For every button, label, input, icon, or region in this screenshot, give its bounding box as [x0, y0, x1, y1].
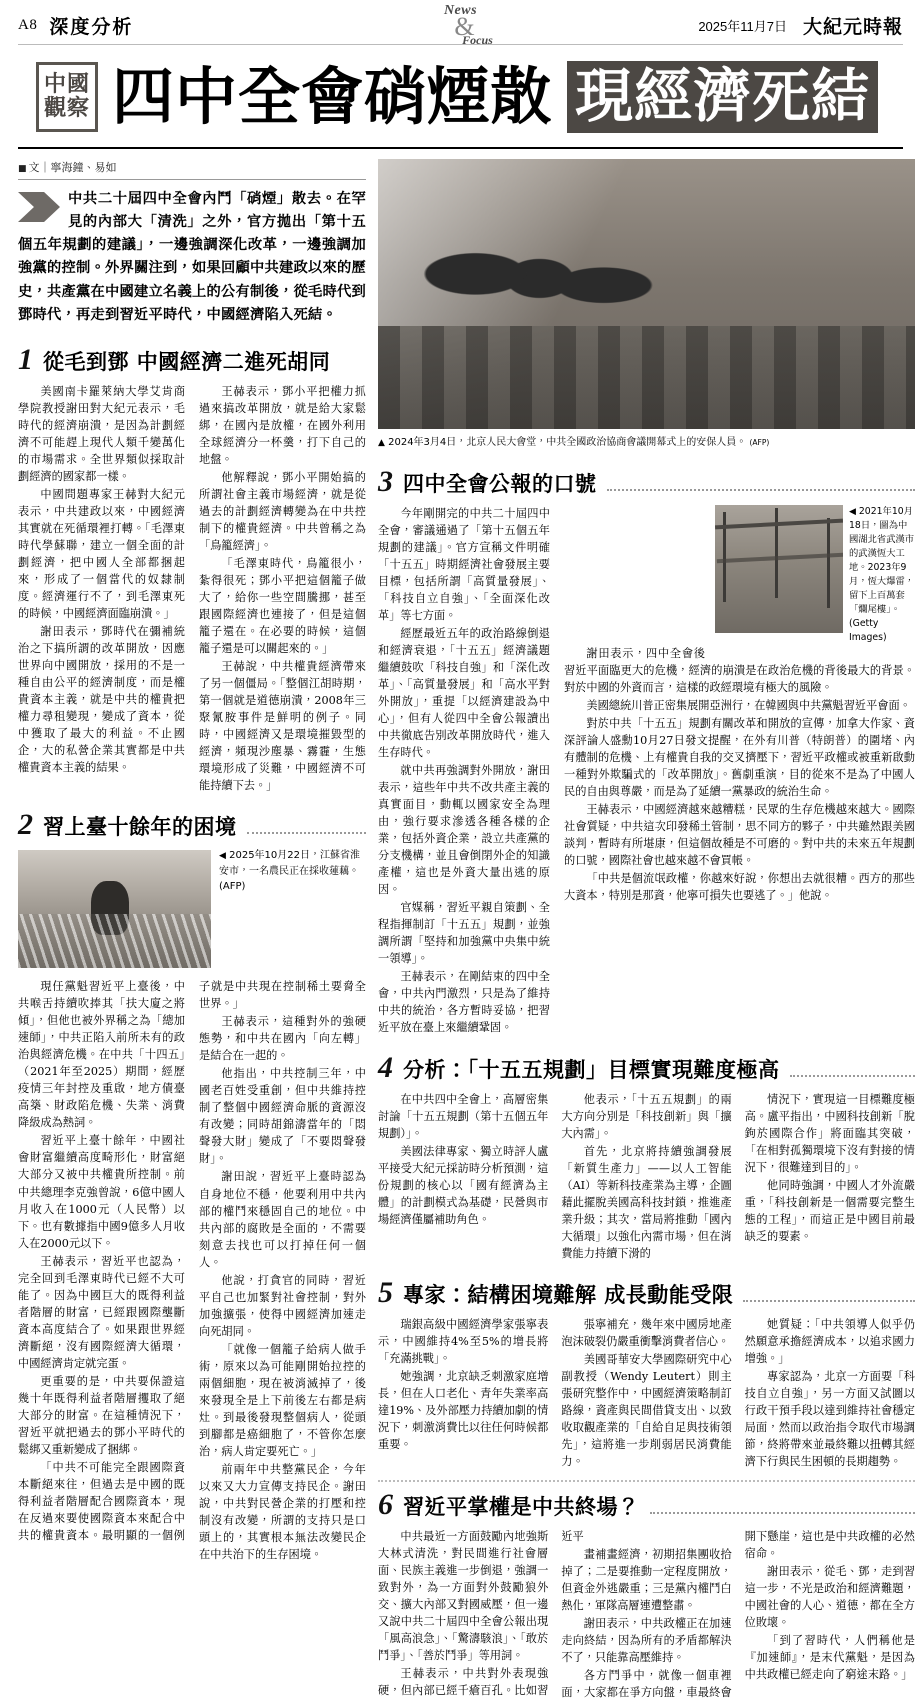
paragraph: 情況下，實現這一目標難度極高。盧平指出，中國科技創新「脫鉤於國際合作」將面臨其突破，「在相對孤獨環境下沒有對接的情況下，很難達到目的」。 [744, 1092, 915, 1175]
paragraph: 謝田說，習近平上臺時認為自身地位不穩，他要利用中共內部的權鬥來穩固自己的地位。中共內部的腐敗是全面的，不需要刻意去找也可以打掉任何一個人。 [199, 1170, 366, 1269]
wuhan-evergrande-photo [715, 505, 843, 633]
paragraph: 在中共四中全會上，高層密集討論「十五五規劃（第十五個五年規劃）」。 [378, 1092, 549, 1141]
section-3-col-1 [378, 505, 550, 1037]
evergrande-photo-caption [849, 505, 915, 645]
section-heading-1 [18, 342, 366, 376]
paragraph: 她強調，北京缺乏刺激家庭增長，但在人口老化、青年失業率高達19%、及外部壓力持續加劇的情況下，刺激消費比以往任何時候都重要。 [378, 1370, 549, 1452]
paragraph: 就中共再強調對外開放，謝田表示，這些年中共不改共產主義的真實面目，動輒以國家安全為理由，強行要求滲透各種各樣的企業，包括外資企業，設立共產黨的分支機構，並且會倒閉外企的知識產權，這也是外資大量出逃的原因。 [378, 763, 550, 896]
masthead [18, 0, 903, 47]
section-number-4: 4 [378, 1050, 393, 1084]
paragraph: 美國法律專家、獨立時評人盧平接受大紀元採訪時分析預測，這份規劃的核心以「國有經濟為主體」的計劃模式為基礎，民營與市場經濟僅屬補助角色。 [378, 1145, 549, 1227]
heading-dotted-rule [247, 832, 367, 834]
caption-source: (Getty Images) [849, 617, 887, 643]
badge-line-1: 中國 [43, 71, 90, 97]
section-name: 深度分析 [49, 15, 134, 38]
section-heading-5 [378, 1278, 915, 1308]
paragraph: 他指出，中共控制三年，中國老百姓受重創，但中共維持控制了整個中國經濟命脈的資源沒有改變；同時胡錦濤當年的「悶聲發大財」變成了「不要悶聲發財」。 [199, 1067, 366, 1166]
paragraph: 王赫表示，習近平也認為，完全回到毛澤東時代已經不大可能了。因為中國巨大的既得利益者階層的財富，已經跟國際壟斷資本高度結合了。如果跟世界經濟斷絕，沒有國際經濟大循環，中國經濟肯定就完蛋。 [18, 1254, 185, 1370]
left-column [18, 159, 366, 1701]
great-hall-security-photo [378, 159, 915, 429]
paragraph: 美國總統川普正密集展開亞洲行，在韓國與中共黨魁習近平會面。 [586, 698, 911, 712]
byline-marker: ■ [18, 164, 27, 174]
section-number-5: 5 [378, 1276, 393, 1310]
paragraph: 謝田表示，中共政權正在加速走向終結，因為所有的矛盾都解決不了，只能靠高壓維持。 [561, 1617, 732, 1665]
farmer-photo-caption [219, 848, 366, 894]
section-5-body [378, 1316, 915, 1470]
paragraph: 張寧補充，幾年來中國房地產泡沫破裂仍嚴重衝擊消費者信心。 [561, 1318, 732, 1349]
paragraph: 現任黨魁習近平上臺後，中共喉舌持續吹捧其「扶大廈之將傾」，但他也被外界稱之為「總加速師」，中共正陷入前所未有的政治與經濟危機。在中共「十四五」（2021年至2025）期間，經歷疫情三年封控及重啟，地方債臺高築、財政陷危機、失業、消費降級成為熱詞。 [18, 980, 185, 1130]
paragraph: 他說，打貪官的同時，習近平自己也加緊對社會控制，對外加強擴張，使得中國經濟加速走向死胡同。 [199, 1273, 366, 1338]
byline [18, 159, 366, 180]
section-title-4: 分析：「十五五規劃」目標實現難度極高 [403, 1057, 780, 1082]
paragraph: 美國哥華安大學國際研究中心副教授（Wendy Leutert）則主張研究整作中，中國經濟策略制訂路線，資產與民間借貸支出、以致收取觀產業的「自給自足與技術領先」，這將進一步削弱居民消費能力。 [561, 1353, 732, 1469]
headline-inverted: 現經濟死結 [567, 61, 878, 133]
caption-arrow-icon: ◀ [849, 506, 856, 517]
headline-block [18, 61, 903, 133]
paragraph: 中國問題專家王赫對大紀元表示，中共建政以來，中國經濟其實就在死循環裡打轉。「毛澤東時代學蘇聯，建立一個全面的計劃經濟，把中國人全部都捆起來，形成了一個當代的奴隸制度。經濟運行不了，到毛澤東死的時候，中國經濟面臨崩潰。」 [18, 488, 185, 621]
paragraph: 「毛澤東時代，鳥籠很小，紮得很死；鄧小平把這個籠子做大了，給你一些空間騰挪，甚至跟國際經濟也連接了，但是這個籠子還在。在必要的時候，這個籠子還是可以關起來的。」 [199, 557, 366, 656]
caption-text: 2021年10月18日，圖為中國湖北省武漢市的武漢恆大工地。2023年9月，恆大爆雷，留下上百萬套「爛尾樓」。 [849, 505, 915, 615]
paragraph: 「中共不可能完全跟國際資本斷絕來往，但過去是中國的既得利益者階層配合國際資本，現在反過來要使國際資本來配合中共的權貴資本。最明顯的一個例子就是中共現在控制稀土要脅全世界。」 [18, 980, 366, 1542]
paragraph: 前兩年中共整黨民企，今年以來又大力宣傳支持民企。謝田說，中共對民營企業的打壓和控制沒有改變，所謂的支持只是口頭上的，其實根本無法改變民企在中共治下的生存困境。 [199, 1462, 366, 1561]
paragraph: 對於中共「十五五」規劃有關改革和開放的宣傳，加拿大作家、資深評論人盛勳10月27日發文提醒，在外有川普（特朗普）的圍堵、內有體制的危機、上有權貴自我的交叉擠壓下，習近平政權或被重新啟動一種對外欺騙式的「改革開放」。舊劇重演，目的從來不是為了中國人民的自由與尊嚴，而是為了延續一黨暴政的統治生命。 [564, 716, 915, 798]
paragraph: 王赫表示，中國經濟越來越糟糕，民眾的生存危機越來越大。國際社會質疑，中共這次印發稀土管制，思不同方的夥子，中共雖然跟美國談判，暫時有所堪康，但這個故種是不可磨的。對中共的未來五年規劃的口號，國際社會也越來越不會買帳。 [564, 802, 915, 867]
main-content [18, 159, 915, 1701]
badge-line-2: 觀察 [43, 96, 90, 121]
arrow-icon [18, 192, 60, 222]
section-2-body [18, 978, 366, 1563]
byline-label: 文 [28, 161, 40, 174]
paragraph: 專家認為，北京一方面要「科技自立自強」，另一方面又試圖以行政干預手段以達到維持社會穩定局面，然而以政治指令取代市場調節，終將帶來並最終難以扭轉其經濟下行與民生困頓的長期趨勢。 [744, 1370, 915, 1469]
section-title-6: 習近平掌權是中共終場？ [403, 1495, 640, 1520]
caption-source: (AFP) [749, 438, 770, 447]
right-column [378, 159, 915, 1701]
section-heading-3 [378, 464, 915, 498]
jiangsu-lotus-root-farmer-photo [18, 850, 211, 968]
paragraph: 王赫表示，中共對外表現強硬，但內部已經千瘡百孔。比如習近平 [378, 1530, 584, 1698]
paragraph: 習近平上臺十餘年，中國社會財富繼續高度畸形化，財富絕大部分又被中共權貴所控制。前中共總理李克強曾說，6億中國人月收入在1000元（人民幣）以下。也有數據指中國9億多人月收入在2000元以下。 [18, 1134, 185, 1250]
paragraph: 瑞銀高級中國經濟學家張寧表示，中國維持4%至5%的增長將「充滿挑戰」。 [378, 1318, 549, 1366]
paragraph: 他表示，「十五五規劃」的兩大方向分別是「科技創新」與「擴大內需」。 [561, 1092, 732, 1141]
paragraph: 王赫表示，鄧小平把權力抓過來搞改革開放，就是給大家鬆綁，在國內是放權，在國外利用全球經濟分一杯羹，打下自己的地盤。 [199, 384, 366, 466]
paragraph: 謝田表示，四中全會後習近平面臨更大的危機，經濟的崩潰是在政治危機的背後最大的背景。對於中國的外資而言，這樣的政經環境有極大的風險。 [564, 646, 915, 694]
publication-date: 2025年11月7日 [698, 18, 787, 34]
paragraph: 他解釋說，鄧小平開始搞的所謂社會主義市場經濟，就是從過去的計劃經濟轉變為在中共控制下的權貴經濟。中共曾稱之為「鳥籠經濟」。 [199, 471, 366, 553]
paragraph: 「就像一個籠子給病人做手術，原來以為可能剛開始拉控的兩個細胞，現在被消滅掉了，後來發現全是上下前後左右都是病灶。到最後發現整個病人，從頭到腳都是癌細胞了，不管你怎麼治，病人肯定要死亡。」 [199, 1342, 366, 1458]
paragraph: 今年剛開完的中共二十屆四中全會，審議通過了「第十五個五年規劃的建議」。官方宣稱文件明確「十五五」時期經濟社會發展主要目標，包括所謂「高質量發展」、「科技自立自強」、「全面深化改革」等七方面。 [378, 506, 550, 622]
section-heading-4 [378, 1050, 915, 1084]
paragraph: 謝田表示，從毛、鄧，走到習這一步，不光是政治和經濟難題，中國社會的人心、道德，都在全方位敗壞。 [744, 1565, 915, 1630]
logo-focus-text: Focus [462, 33, 493, 47]
caption-arrow-icon: ◀ [219, 851, 226, 862]
heading-dotted-rule [790, 1075, 916, 1077]
news-focus-logo [428, 4, 493, 46]
paragraph: 首先，北京將持續強調發展「新質生產力」——以人工智能（AI）等新科技產業為主導，企圖藉此擺脫美國高科技封鎖，推進產業升級；其次，當局將推動「國內大循環」以強化內需市場，但在消費能力持續下滑的 [561, 1145, 732, 1261]
section-3-body-wrap [378, 505, 915, 1037]
section-4-body [378, 1091, 915, 1262]
paragraph: 畫補畫經濟，初期招集團收拾掉了；二是要推動一定程度開放，但資金外逃嚴重；三是黨內權鬥白熱化，軍隊高層連遭整肅。 [561, 1548, 732, 1613]
heading-dotted-rule [743, 1300, 915, 1302]
page-number: A8 [18, 16, 38, 33]
paragraph: 更重要的是，中共要保證這幾十年既得利益者階層攫取了絕大部分的財富。在這種情況下，習近平就把過去的鄧小平時代的鬆綁又重新變成了捆綁。 [18, 1374, 185, 1456]
caption-arrow-icon: ▲ [378, 438, 385, 448]
section-divider [378, 1480, 915, 1482]
newspaper-brand: 大紀元時報 [802, 15, 903, 38]
masthead-right [698, 12, 903, 39]
logo-news-text: News [443, 3, 478, 18]
section-heading-6 [378, 1490, 915, 1520]
section-title-2: 習上臺十餘年的困境 [43, 815, 237, 840]
paragraph: 「中共是個流氓政權，你越來好說，你想出去就很糟。西方的那些大資本，特別是那資，他寧可損失也要逃了。」他說。 [564, 871, 915, 902]
section-heading-2 [18, 810, 366, 840]
heading-dotted-rule [607, 489, 916, 491]
farmer-photo-block [18, 848, 366, 972]
paragraph: 王赫表示，這種對外的強硬態勢，和中共在國內「向左轉」是結合在一起的。 [199, 1015, 366, 1063]
lead-text: 中共二十屆四中全會內鬥「硝煙」散去。在罕見的內部大「清洗」之外，官方拋出「第十五個五年規劃的建議」，一邊強調深化改革，一邊強調加強黨的控制。外界關注到，如果回顧中共建政以來的歷史，共產黨在中國建立名義上的公有制後，從毛時代到鄧時代，再走到習近平時代，中國經濟陷入死結。 [18, 191, 366, 323]
paragraph: 王赫說，中共權貴經濟帶來了另一個僵局。「整個江胡時期，第一個就是道德崩潰，2008年三聚氰胺事件是鮮明的例子。同時，中國經濟又是環境摧毀型的經濟，頻現沙塵暴、霧霾，生態環境形成了災難，中國經濟不可能持續下去。」 [199, 660, 366, 793]
paragraph: 王赫表示，在剛結束的四中全會，中共內門激烈，只是為了維持中共的統治，各方暫時妥協，把習近平放在臺上來繼續鞏固。 [378, 969, 550, 1034]
section-number-6: 6 [378, 1488, 393, 1522]
section-1-body [18, 383, 366, 794]
byline-divider: ｜ [39, 161, 51, 174]
section-number-1: 1 [18, 342, 33, 376]
caption-text: 2025年10月22日，江蘇省淮安市，一名農民正在採收蓮藕。 [219, 850, 361, 877]
paragraph: 各方鬥爭中，就像一個車裡面，大家都在爭方向盤，車最終會開下懸崖，這也是中共政權的必然宿命。 [561, 1530, 915, 1700]
paragraph: 「到了習時代，人們稱他是『加速師』，是末代黨魁，是因為中共政權已經走向了窮途末路。」 [744, 1634, 915, 1682]
caption-text: 2024年3月4日，北京人民大會堂，中共全國政治協商會議開幕式上的安保人員。 [388, 437, 747, 448]
evergrande-photo-block [715, 505, 915, 645]
byline-authors: 寧海鐘、易如 [50, 161, 117, 174]
section-6-body [378, 1528, 915, 1701]
heading-dotted-rule [650, 1512, 916, 1514]
paragraph: 中共最近一方面鼓勵內地強斯大林式清洗，對民間進行社會層面、民族主義進一步倒退，強調一致對外，為一方面對外鼓勵狼外交、擴大內部又對國威壓，但一邊又說中共二十屆四中全會公報出現「風高浪急」、「驚濤駭浪」、「敢於鬥爭」、「善於鬥爭」等用詞。 [378, 1530, 549, 1663]
section-number-2: 2 [18, 808, 33, 842]
china-watch-badge [36, 62, 98, 132]
paragraph: 美國南卡羅萊納大學艾肯商學院教授謝田對大紀元表示，毛時代的經濟崩潰，是因為計劃經濟不可能趕上現代人類千變萬化的市場需求。全世界類似採取計劃經濟的國家都一樣。 [18, 384, 185, 484]
section-title-5: 專家：結構困境難解 成長動能受限 [403, 1283, 734, 1308]
paragraph: 經歷最近五年的政治路線倒退和經濟衰退，「十五五」經濟議題繼續鼓吹「科技自強」和「深化改革」、「高質量發展」和「高水平對外開放」，重提「以經濟建設為中心」，但有人從四中全會公報讀出中共徹底告別改革開放時代，進入生存時代。 [378, 626, 550, 759]
headline-main: 四中全會硝煙散 [112, 60, 554, 133]
caption-source: (AFP) [219, 880, 246, 892]
section-number-3: 3 [378, 464, 393, 498]
headline-divider [18, 147, 903, 149]
section-title-3: 四中全會公報的口號 [403, 471, 597, 496]
paragraph: 他同時強調，中國人才外流嚴重，「科技創新是一個需要完整生態的工程」，而這正是中國目前最缺乏的要素。 [744, 1179, 915, 1244]
paragraph: 謝田表示，鄧時代在彌補統治之下搞所謂的改革開放，因應世界向中國開放，採用的不是一種自由公平的經濟制度，而是權貴資本主義，就是中共的權貴把權力尋租變現，變成了資本，從中獲取了最大的利益。不止國企，大的私營企業其實都是中共權貴資本主義的結果。 [18, 625, 185, 775]
paragraph: 官媒稱，習近平親自策劃、全程指揮制訂「十五五」規劃，並強調所謂「堅持和加強黨中央集中統一領導」。 [378, 900, 550, 965]
section-title-1: 從毛到鄧 中國經濟二進死胡同 [43, 349, 331, 374]
lead-paragraph [18, 188, 366, 327]
ampersand-icon: & [454, 12, 475, 41]
main-photo-caption [378, 433, 915, 451]
paragraph: 她質疑：「中共領導人似乎仍然願意承擔經濟成本，以追求國力增強。」 [744, 1318, 915, 1366]
